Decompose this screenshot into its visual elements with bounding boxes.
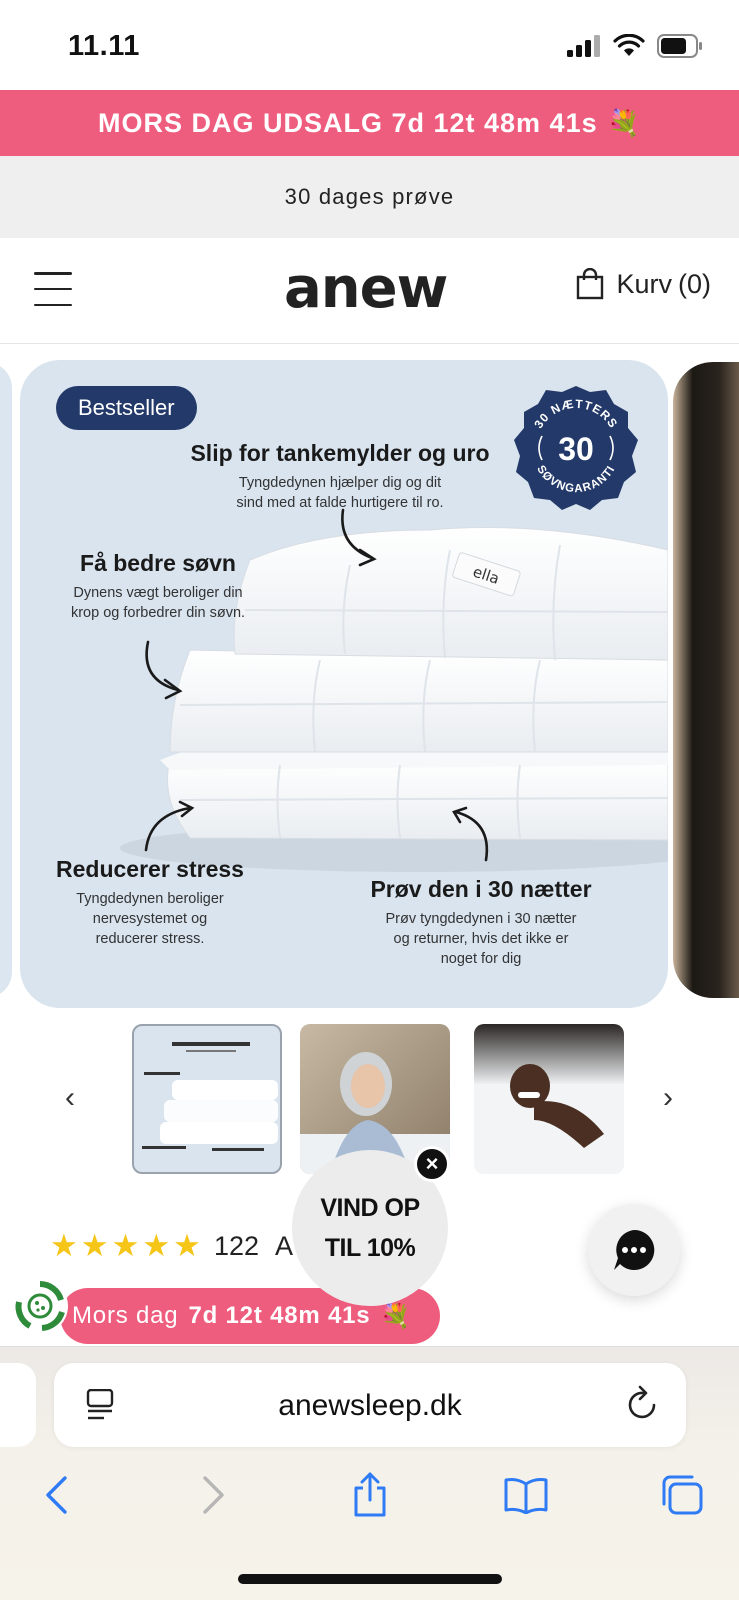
seal-bottom-text: SØVNGARANTI — [534, 463, 618, 496]
status-icons — [567, 34, 703, 58]
home-indicator — [238, 1574, 502, 1584]
share-button[interactable] — [340, 1465, 400, 1525]
address-bar[interactable] — [54, 1363, 686, 1447]
thumbnail-prev-button[interactable]: ‹ — [65, 1081, 75, 1114]
duvet-brand-label: ella — [470, 562, 502, 588]
popup-close-icon[interactable]: × — [414, 1146, 450, 1182]
star-rating-icon: ★★★★★ — [50, 1228, 204, 1263]
tabs-button[interactable] — [652, 1465, 712, 1525]
cart-button[interactable] — [576, 268, 711, 300]
trial-bar — [0, 156, 739, 238]
trial-text: 30 dages prøve — [284, 184, 455, 209]
status-bar — [0, 0, 739, 90]
previous-slide-peek[interactable] — [0, 362, 12, 998]
flower-bouquet-icon: 💐 — [607, 107, 641, 138]
feature-title: Slip for tankemylder og uro — [190, 440, 490, 466]
product-image-carousel[interactable] — [0, 344, 739, 1014]
browser-bottom-bar — [0, 1346, 739, 1600]
shopping-bag-icon — [576, 268, 604, 300]
recycle-badge-icon[interactable] — [12, 1278, 68, 1334]
previous-tab-peek[interactable] — [0, 1363, 36, 1447]
product-slide[interactable] — [20, 360, 668, 1008]
thumbnail-infographic-image — [134, 1026, 282, 1174]
forward-button[interactable] — [184, 1465, 244, 1525]
popup-line2: TIL 10% — [324, 1234, 416, 1262]
bookmarks-button[interactable] — [496, 1465, 556, 1525]
feature-bedre-sovn — [38, 550, 278, 623]
chevron-right-icon — [201, 1475, 227, 1515]
thumbnail-man-image — [474, 1024, 624, 1174]
promo-banner[interactable] — [0, 90, 739, 156]
seal-top-text: 30 NÆTTERS — [531, 396, 621, 431]
feature-title: Få bedre søvn — [80, 550, 236, 576]
next-slide-peek[interactable] — [673, 362, 739, 998]
guarantee-seal — [510, 382, 642, 514]
book-icon — [503, 1476, 549, 1514]
back-button[interactable] — [26, 1465, 86, 1525]
bestseller-badge: Bestseller — [56, 386, 197, 430]
browser-toolbar — [0, 1465, 739, 1525]
feature-prov-30-naetter — [360, 876, 602, 969]
feature-reducerer-stress — [42, 856, 258, 949]
feature-slip-tankemylder — [160, 440, 520, 513]
feature-desc: Tyngdedynen hjælper dig og dit sind med at falde hurtigere til ro. — [236, 475, 444, 511]
countdown-prefix: Mors dag — [72, 1302, 179, 1329]
cart-label: Kurv — [616, 268, 672, 299]
chevron-left-icon — [43, 1475, 69, 1515]
status-time: 11.11 — [68, 30, 140, 62]
feature-desc: Prøv tyngdedynen i 30 nætter og returner, hvis det ikke er noget for dig — [385, 911, 577, 967]
tabs-icon — [660, 1474, 704, 1516]
site-header — [0, 238, 739, 344]
chat-bubble-icon — [610, 1226, 658, 1274]
wifi-icon — [613, 34, 645, 58]
feature-title: Reducerer stress — [56, 856, 244, 882]
feature-title: Prøv den i 30 nætter — [370, 876, 592, 902]
cellular-signal-icon — [567, 35, 601, 57]
review-count: 122 — [213, 1230, 260, 1261]
review-label-partial: A — [275, 1230, 294, 1261]
chat-button[interactable] — [588, 1204, 680, 1296]
battery-icon — [657, 34, 703, 58]
thumbnail-man-photo[interactable] — [474, 1024, 624, 1174]
thumbnail-next-button[interactable]: › — [663, 1081, 673, 1114]
countdown-timer: 7d 12t 48m 41s — [188, 1302, 371, 1329]
cart-count: (0) — [678, 268, 711, 299]
promo-banner-text: MORS DAG UDSALG 7d 12t 48m 41s — [97, 107, 598, 138]
reload-icon[interactable] — [626, 1385, 660, 1423]
share-icon — [351, 1472, 389, 1518]
feature-desc: Dynens vægt beroliger din krop og forbedrer din søvn. — [70, 585, 246, 621]
popup-line1: VIND OP — [320, 1194, 420, 1222]
feature-desc: Tyngdedynen beroliger nervesystemet og reducerer stress. — [76, 891, 224, 947]
site-logo[interactable]: anew — [284, 256, 448, 321]
seal-number: 30 — [558, 431, 594, 467]
thumbnail-infographic[interactable] — [132, 1024, 282, 1174]
menu-icon[interactable] — [34, 272, 72, 306]
flower-bouquet-icon: 💐 — [380, 1302, 412, 1330]
url-text: anewsleep.dk — [278, 1389, 462, 1422]
